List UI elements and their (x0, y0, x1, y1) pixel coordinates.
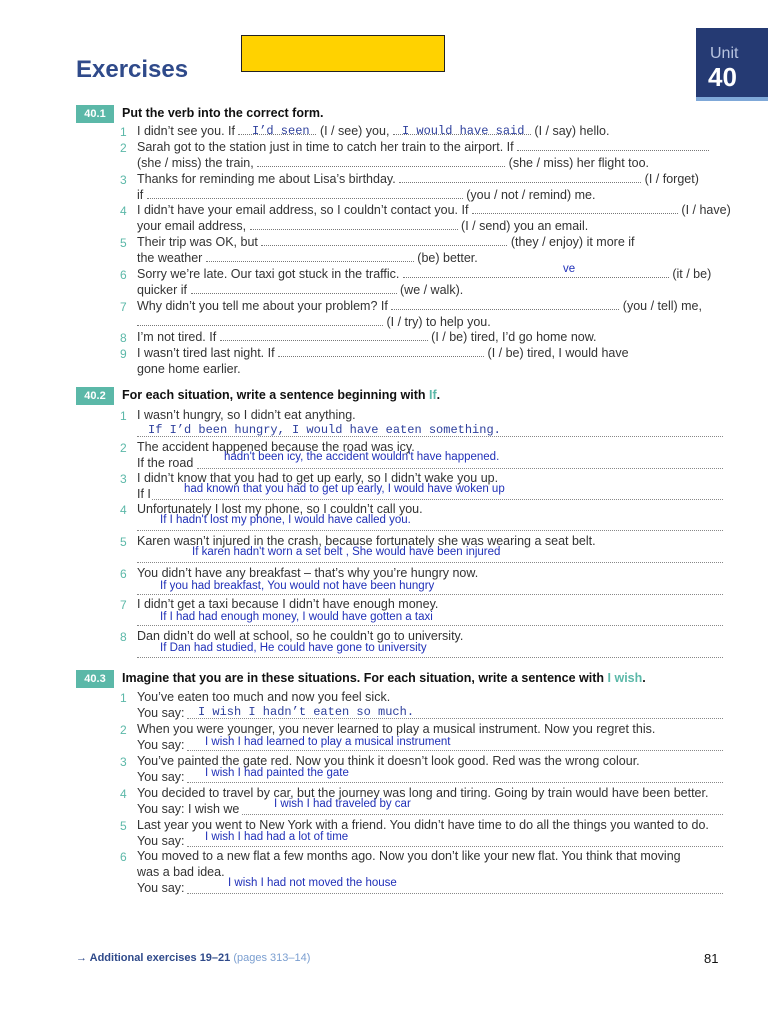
answer-typed: I wish I had learned to play a musical instrument (205, 736, 451, 748)
answer-typed: If I had had enough money, I would have gotten a taxi (160, 611, 433, 623)
situation-text: Unfortunately I lost my phone, so I couldn’t call you. (137, 502, 423, 516)
link-pages: (pages 313–14) (233, 952, 311, 964)
text: I wasn’t tired last night. If (137, 346, 275, 360)
item-number: 7 (120, 598, 127, 612)
text: (they / enjoy) it more if (510, 235, 635, 249)
answer-typed: had known that you had to get up early, I would have woken up (184, 483, 505, 495)
text: Why didn’t you tell me about your problem? If (137, 299, 388, 313)
blank (517, 140, 709, 151)
answer-line (137, 656, 723, 658)
text: Their trip was OK, but (137, 235, 258, 249)
text: quicker if (137, 283, 188, 297)
answer-handwritten: I’d seen (252, 124, 310, 138)
link-text: → Additional exercises 19–21 (76, 952, 231, 964)
item-number: 4 (120, 503, 127, 517)
item-number: 2 (120, 141, 127, 155)
text: (I / say) hello. (534, 124, 610, 138)
text: if (137, 188, 144, 202)
exercise-line (137, 315, 491, 329)
answer-handwritten: I wish I hadn’t eaten so much. (198, 705, 415, 719)
item-number: 5 (120, 236, 127, 250)
answer-line (152, 498, 723, 500)
blank (472, 203, 678, 214)
you-say-label: You say: (137, 881, 185, 895)
answer-line (187, 749, 723, 751)
blank (399, 172, 641, 183)
answer-line (187, 892, 723, 894)
blank (206, 251, 414, 262)
text: (I / see) you, (319, 124, 390, 138)
text: (you / not / remind) me. (466, 188, 596, 202)
answer-prefix: If the road (137, 456, 194, 470)
item-number: 8 (120, 630, 127, 644)
answer-typed: I wish I had had a lot of time (205, 831, 349, 843)
section-badge: 40.1 (76, 105, 114, 123)
text: (we / walk). (400, 283, 464, 297)
blank (403, 267, 669, 278)
text: Sorry we’re late. Our taxi got stuck in the traffic. (137, 267, 400, 281)
answer-prefix: If I (137, 487, 151, 501)
item-number: 9 (120, 347, 127, 361)
item-number: 8 (120, 331, 127, 345)
exercise-line (137, 124, 609, 138)
exercise-line (137, 203, 731, 217)
item-number: 1 (120, 409, 127, 423)
you-say-label: You say: (137, 738, 185, 752)
item-number: 6 (120, 567, 127, 581)
text: (be) better. (417, 251, 478, 265)
item-number: 3 (120, 472, 127, 486)
item-number: 5 (120, 535, 127, 549)
text: (she / miss) her flight too. (508, 156, 649, 170)
answer-line (137, 561, 723, 563)
keyword: I wish (607, 671, 643, 685)
blank (191, 283, 397, 294)
text: I’m not tired. If (137, 330, 217, 344)
text: (I / send) you an email. (461, 219, 589, 233)
situation-text: You’ve painted the gate red. Now you think it doesn’t look good. Red was the wrong colour. (137, 754, 640, 768)
blank (278, 346, 484, 357)
page-number: 81 (704, 951, 719, 966)
you-say-label: You say: (137, 706, 185, 720)
you-say-label: You say: (137, 834, 185, 848)
item-number: 2 (120, 723, 127, 737)
answer-typed: If karen hadn't worn a set belt , She would have been injured (192, 546, 501, 558)
page-title: Exercises (76, 56, 189, 83)
answer-typed: If Dan had studied, He could have gone to university (160, 642, 427, 654)
section-badge: 40.3 (76, 670, 114, 688)
situation-text: You didn’t have any breakfast – that’s why you’re hungry now. (137, 566, 479, 580)
answer-line (137, 529, 723, 531)
text: . (436, 388, 441, 402)
text: Sarah got to the station just in time to catch her train to the airport. If (137, 140, 514, 154)
blank (391, 299, 619, 310)
exercise-line (137, 188, 595, 202)
answer-line (242, 813, 723, 815)
exercise-line (137, 172, 699, 186)
situation-text: When you were younger, you never learned to play a musical instrument. Now you regret this. (137, 722, 656, 736)
item-number: 1 (120, 125, 127, 139)
item-number: 7 (120, 300, 127, 314)
you-say-label: You say: (137, 770, 185, 784)
exercise-line (137, 251, 478, 265)
text: (it / be) (672, 267, 712, 281)
blank (137, 315, 383, 326)
item-number: 3 (120, 755, 127, 769)
exercise-line (137, 283, 463, 297)
item-number: 4 (120, 204, 127, 218)
you-say-label: You say: I wish we (137, 802, 240, 816)
situation-text: Last year you went to New York with a friend. You didn’t have time to do all the things you wanted to do. (137, 818, 709, 832)
item-number: 6 (120, 850, 127, 864)
exercise-line (137, 346, 629, 360)
text: For each situation, write a sentence beginning with (122, 388, 429, 402)
section-badge: 40.2 (76, 387, 114, 405)
exercise-line (137, 219, 588, 233)
unit-label: Unit (710, 45, 739, 62)
text: (I / be) tired, I would have (487, 346, 629, 360)
text: gone home earlier. (137, 362, 241, 376)
text: (I / forget) (644, 172, 699, 186)
section-title (122, 671, 646, 685)
exercise-line (137, 235, 635, 249)
text: Imagine that you are in these situations. For each situation, write a sentence with (122, 671, 608, 685)
answer-line (137, 593, 723, 595)
item-number: 5 (120, 819, 127, 833)
answer-typed: ve (563, 263, 576, 275)
text: I didn’t have your email address, so I couldn’t contact you. If (137, 203, 469, 217)
answer-line (197, 467, 723, 469)
answer-typed: I wish I had traveled by car (274, 798, 411, 810)
answer-line (137, 624, 723, 626)
answer-typed: If I hadn't lost my phone, I would have called you. (160, 514, 411, 526)
additional-exercises-link[interactable] (76, 952, 310, 964)
text: (I / be) tired, I’d go home now. (431, 330, 597, 344)
situation-text: The accident happened because the road was icy. (137, 440, 415, 454)
unit-number: 40 (708, 62, 737, 92)
section-title (122, 388, 440, 402)
blank (257, 156, 505, 167)
exercise-line (137, 267, 711, 281)
answer-typed: If you had breakfast, You would not have been hungry (160, 580, 435, 592)
text: (you / tell) me, (622, 299, 702, 313)
situation-text: was a bad idea. (137, 865, 225, 879)
unit-tab-stripe (696, 97, 768, 101)
answer-handwritten: I would have said (402, 124, 525, 138)
exercise-line (137, 299, 702, 313)
text: Thanks for reminding me about Lisa’s birthday. (137, 172, 396, 186)
answer-typed: I wish I had painted the gate (205, 767, 349, 779)
unit-tab (696, 28, 768, 97)
text: (I / try) to help you. (386, 315, 491, 329)
answer-typed: hadn't been icy, the accident wouldn't have happened. (224, 451, 500, 463)
text: I didn’t see you. If (137, 124, 235, 138)
exercise-line (137, 362, 241, 376)
answer-line (187, 845, 723, 847)
blank (250, 219, 458, 230)
exercise-line (137, 156, 649, 170)
section-title: Put the verb into the correct form. (122, 106, 324, 120)
text: . (642, 671, 646, 685)
text: the weather (137, 251, 203, 265)
item-number: 3 (120, 173, 127, 187)
answer-typed: I wish I had not moved the house (228, 877, 397, 889)
answer-line (187, 781, 723, 783)
yellow-highlight-box (241, 35, 445, 72)
text: (I / have) (681, 203, 731, 217)
text: your email address, (137, 219, 247, 233)
situation-text: I didn’t know that you had to get up early, so I didn’t wake you up. (137, 471, 499, 485)
keyword: If (429, 388, 437, 402)
exercise-line (137, 140, 709, 154)
item-number: 1 (120, 691, 127, 705)
situation-text: You decided to travel by car, but the journey was long and tiring. Going by train would have been better. (137, 786, 709, 800)
text: (she / miss) the train, (137, 156, 254, 170)
blank (261, 235, 507, 246)
item-number: 4 (120, 787, 127, 801)
situation-text: You moved to a new flat a few months ago. Now you don’t like your new flat. You think that moving (137, 849, 681, 863)
situation-text: I wasn’t hungry, so I didn’t eat anything. (137, 408, 356, 422)
item-number: 6 (120, 268, 127, 282)
item-number: 2 (120, 441, 127, 455)
situation-text: I didn’t get a taxi because I didn’t have enough money. (137, 597, 439, 611)
situation-text: Dan didn’t do well at school, so he couldn’t go to university. (137, 629, 464, 643)
blank (147, 188, 463, 199)
blank (220, 330, 428, 341)
answer-handwritten: If I’d been hungry, I would have eaten something. (148, 423, 501, 437)
situation-text: You’ve eaten too much and now you feel sick. (137, 690, 391, 704)
exercise-line (137, 330, 597, 344)
situation-text: Karen wasn’t injured in the crash, because fortunately she was wearing a seat belt. (137, 534, 596, 548)
